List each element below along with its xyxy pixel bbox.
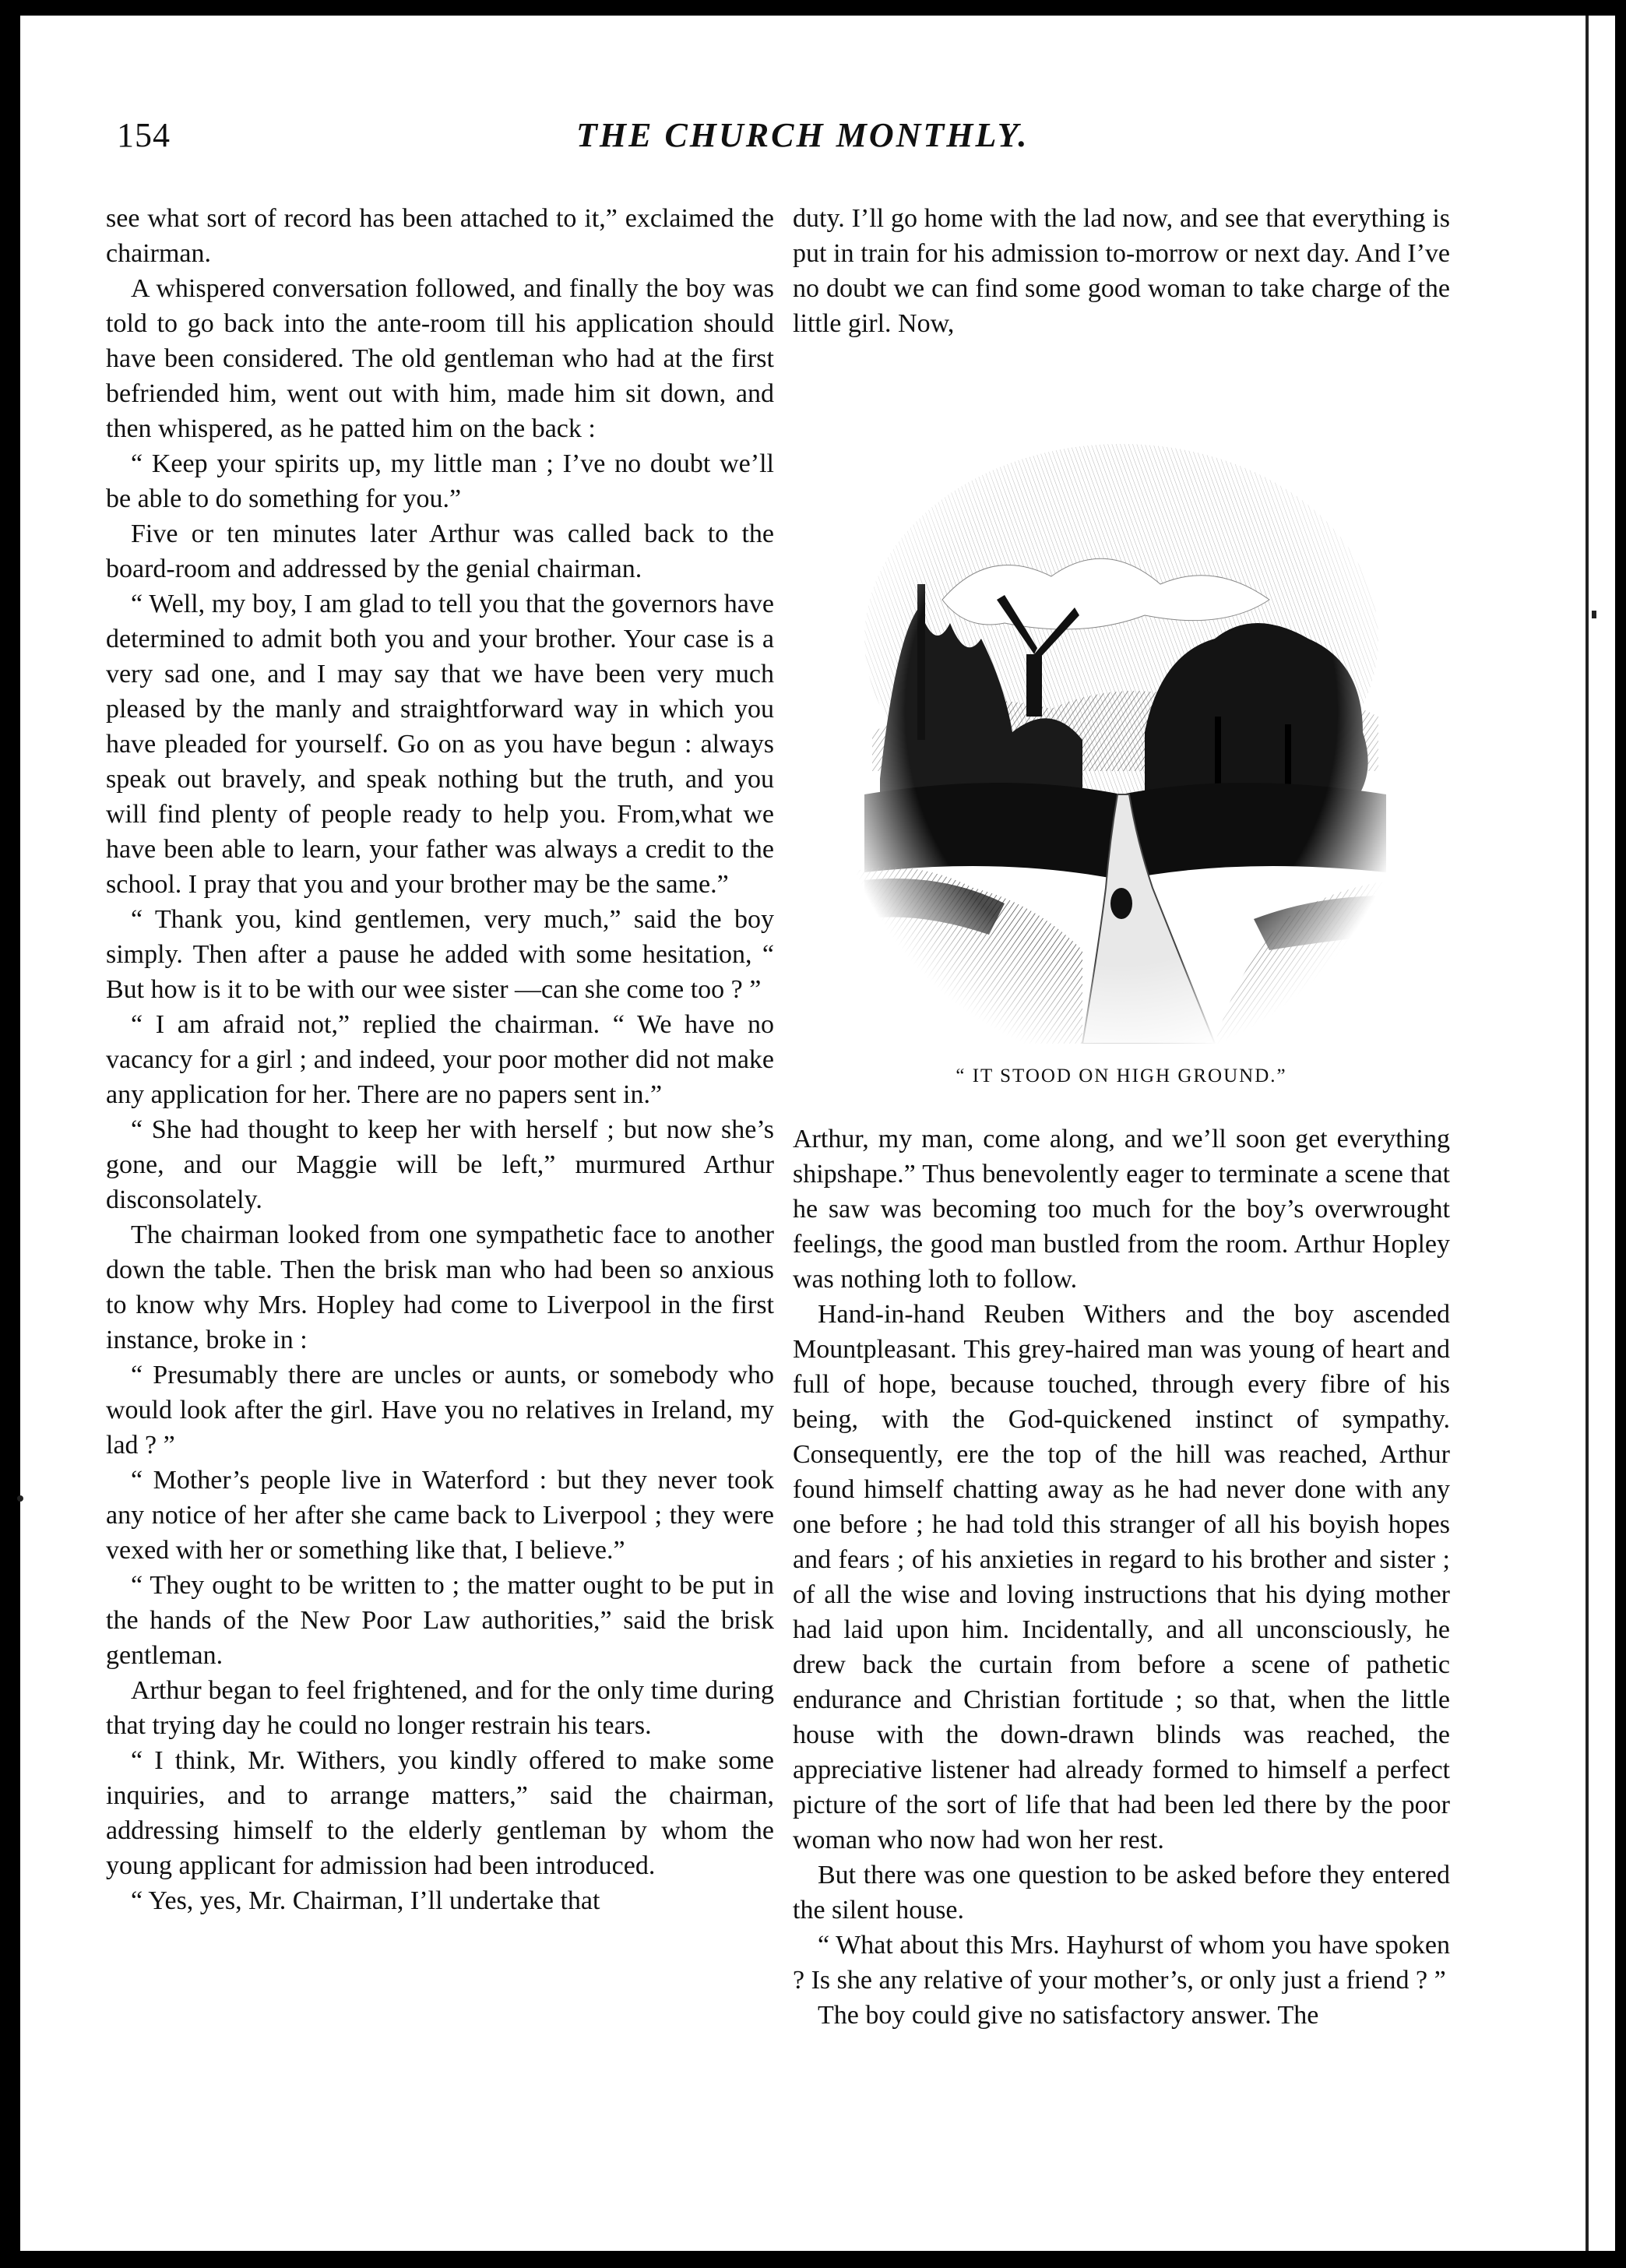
paragraph: “ Presumably there are uncles or aunts, or somebody who would look after the girl. Have you no relatives in Ireland, my lad ? ” xyxy=(106,1361,774,1460)
paragraph: Arthur, my man, come along, and we’ll soon get everything shipshape.” Thus benevolently eager to terminate a scene that he saw was becoming too much for the boy’s overwrought feelings, the good man bustled from the room. Arthur Hopley was nothing loth to follow. xyxy=(793,1125,1450,1294)
paragraph: A whispered conversation followed, and finally the boy was told to go back into the ante-room till his application should have been considered. The old gentleman who had at the first befriended him, went out with him, made him sit down, and then whispered, as he patted him on the back : xyxy=(106,274,774,443)
paragraph: duty. I’ll go home with the lad now, and see that everything is put in train for his admission to-morrow or next day. And I’ve no doubt we can find some good woman to take charge of the little girl. Now, xyxy=(793,204,1450,338)
paragraph: “ I am afraid not,” replied the chairman. “ We have no vacancy for a girl ; and indeed, your poor mother did not make any application for her. There are no papers sent in.” xyxy=(106,1010,774,1109)
paragraph: “ Yes, yes, Mr. Chairman, I’ll undertake that xyxy=(131,1886,600,1915)
paragraph: “ They ought to be written to ; the matter ought to be put in the hands of the New Poor Law authorities,” said the brisk gentleman. xyxy=(106,1571,774,1670)
illustration-caption: “ IT STOOD ON HIGH GROUND.” xyxy=(956,1065,1287,1086)
page-edge xyxy=(1586,16,1615,2251)
paragraph: The chairman looked from one sympathetic face to another down the table. Then the brisk man who had been so anxious to know why Mrs. Hopley had come to Liverpool in the first instance, broke in : xyxy=(106,1220,774,1354)
running-title: THE CHURCH MONTHLY. xyxy=(576,116,1029,154)
page-number: 154 xyxy=(117,116,171,154)
right-column-top xyxy=(793,201,1450,341)
right-column-bottom xyxy=(793,1122,1450,2033)
illustration-landscape xyxy=(849,405,1394,1044)
speck xyxy=(1592,611,1596,618)
paragraph: “ Keep your spirits up, my little man ; I’ve no doubt we’ll be able to do something for you.” xyxy=(106,449,774,513)
paragraph: But there was one question to be asked before they entered the silent house. xyxy=(793,1861,1450,1925)
paragraph: “ I think, Mr. Withers, you kindly offered to make some inquiries, and to arrange matters,” said the chairman, addressing himself to the elderly gentleman by whom the young applicant for admission had been introduced. xyxy=(106,1746,774,1880)
paragraph: “ Well, my boy, I am glad to tell you that the governors have determined to admit both you and your brother. Your case is a very sad one, and I may say that we have been very much pleased by the manly and straightforward way in which you have pleaded for yourself. Go on as you have begun : always speak out bravely, and speak nothing but the truth, and you will find plenty of people ready to help you. From,what we have been able to learn, your father was always a credit to the school. I pray that you and your brother may be the same.” xyxy=(106,590,774,899)
paragraph: “ Thank you, kind gentlemen, very much,” said the boy simply. Then after a pause he added with some hesitation, “ But how is it to be with our wee sister —can she come too ? ” xyxy=(106,905,774,1004)
paragraph: The boy could give no satisfactory answer. The xyxy=(818,2001,1319,2030)
paragraph: “ Mother’s people live in Waterford : but they never took any notice of her after she came back to Liverpool ; they were vexed with her or something like that, I believe.” xyxy=(106,1466,774,1565)
paragraph: “ She had thought to keep her with herself ; but now she’s gone, and our Maggie will be left,” murmured Arthur disconsolately. xyxy=(106,1115,774,1214)
paragraph: Arthur began to feel frightened, and for the only time during that trying day he could no longer restrain his tears. xyxy=(106,1676,774,1740)
paragraph: Hand-in-hand Reuben Withers and the boy ascended Mountpleasant. This grey-haired man was young of heart and full of hope, because touched, through every fibre of his being, with the God-quickened instinct of sympathy. Consequently, ere the top of the hill was reached, Arthur found himself chatting away as he had never done with any one before ; he had told this stranger of all his boyish hopes and fears ; of his anxieties in regard to his brother and sister ; of all the wise and loving instructions that his dying mother had laid upon him. Incidentally, and all unconsciously, he drew back the curtain from before a scene of pathetic endurance and Christian fortitude ; so that, when the little house with the down-drawn blinds was reached, the appreciative listener had already formed to himself a perfect picture of the sort of life that had been led there by the poor woman who now had won her rest. xyxy=(793,1300,1450,1854)
paragraph: “ What about this Mrs. Hayhurst of whom you have spoken ? Is she any relative of your mother’s, or only just a friend ? ” xyxy=(793,1931,1450,1995)
page-header xyxy=(117,115,1464,170)
speck xyxy=(17,1495,23,1502)
paragraph: see what sort of record has been attached to it,” exclaimed the chairman. xyxy=(106,204,774,268)
left-column xyxy=(106,201,774,1918)
paragraph: Five or ten minutes later Arthur was called back to the board-room and addressed by the genial chairman. xyxy=(106,519,774,583)
